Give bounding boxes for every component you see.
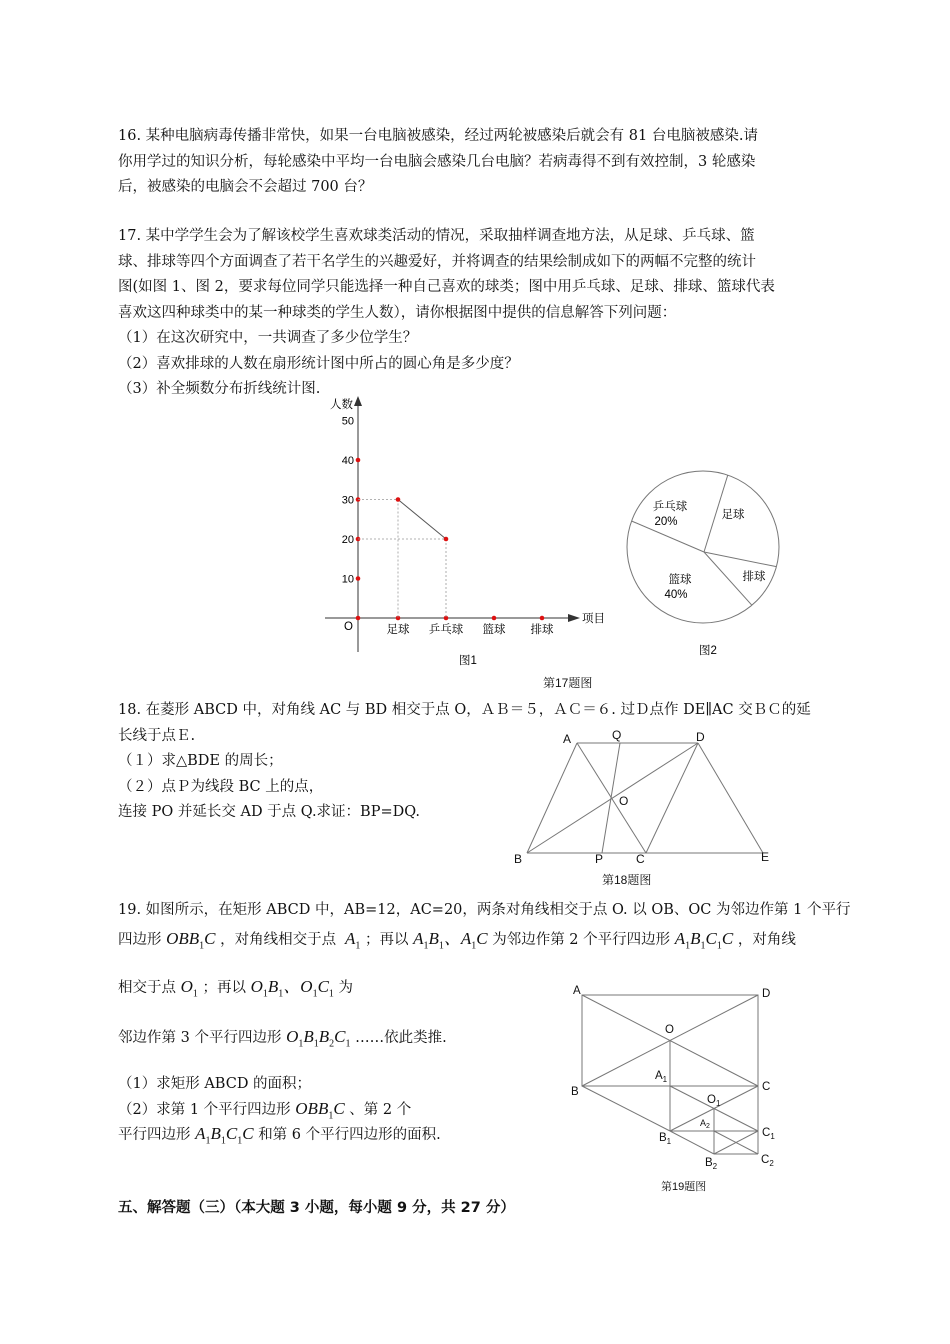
q19-sub-1: （1）求矩形 ABCD 的面积；: [118, 1076, 312, 1092]
chart1-title: 图1: [459, 655, 477, 667]
y-tick-label: 10: [341, 573, 354, 586]
question-17: [118, 224, 840, 403]
q19-l3c: 为: [338, 980, 354, 996]
y-axis-arrow: [354, 396, 362, 406]
label-E: E: [761, 850, 770, 864]
label-P: P: [595, 852, 604, 866]
math-O1: $O_1$: [180, 977, 198, 1000]
q17-line-3: 图(如图 1、图 2，要求每位同学只能选择一种自己喜欢的球类；图中用乒乓球、足球、排球、篮球代表: [118, 279, 775, 295]
series-line: [398, 500, 446, 540]
label19-C2: $C_2$: [761, 1154, 774, 1168]
label19-A: A: [573, 985, 581, 997]
label19-B: B: [571, 1086, 579, 1098]
figure-18-rhombus: [505, 725, 795, 890]
figure-19-caption: 第19题图: [661, 1181, 707, 1193]
figure-18-caption: 第18题图: [602, 873, 652, 887]
q18-sub-1: （１）求△BDE 的周长；: [118, 753, 283, 769]
pie-label: 足球: [721, 509, 745, 521]
label19-D: D: [762, 988, 771, 1000]
q16-line-3: 后，被感染的电脑会不会超过 700 台？: [118, 179, 373, 195]
label19-O: O: [665, 1024, 674, 1036]
q18-sub-3: 连接 PO 并延长交 AD 于点 Q.求证：BP=DQ.: [118, 804, 421, 820]
label19-B1: $B_1$: [659, 1132, 672, 1146]
q16-line-1: 16. 某种电脑病毒传播非常快，如果一台电脑被感染，经过两轮被感染后就会有 81 台电脑被感染.请: [118, 128, 758, 144]
figure-2-pie-chart: [620, 470, 800, 665]
chart1-layer: [325, 396, 605, 667]
q16-line-2: 你用学过的知识分析，每轮感染中平均一台电脑会感染几台电脑？若病毒得不到有效控制，3 轮感染: [118, 153, 756, 170]
origin-dot: [356, 616, 361, 621]
math-A1B1C1C: $A_1B_1C_1C$: [674, 929, 734, 952]
pie-label: 篮球: [668, 574, 692, 586]
x-tick-label: 乒乓球: [428, 624, 464, 636]
math-A1: $A_1$: [340, 929, 361, 952]
x-tick-dot: [492, 616, 497, 621]
pie-outline: [627, 471, 779, 623]
math-A1B1C1C-2: $A_1B_1C_1C$: [195, 1124, 254, 1147]
q19-l2e: ，对角线: [737, 932, 796, 948]
x-tick-label: 排球: [530, 624, 554, 636]
x-axis-arrow: [568, 614, 580, 622]
y-tick-label: 40: [341, 455, 354, 467]
pie-label: 乒乓球: [652, 501, 688, 513]
data-point: [444, 537, 449, 542]
q17-sub-3: （3）补全频数分布折线统计图.: [118, 381, 321, 397]
label19-A1: $A_1$: [655, 1070, 668, 1084]
q19-l4a: 邻边作第 3 个平行四边形: [118, 1030, 282, 1046]
segment-PQ: [602, 743, 620, 853]
math-O1B1-O1C1: $O_1B_1$、$O_1C_1$: [250, 977, 334, 1000]
origin-label: O: [344, 621, 353, 633]
q19-s3a: 平行四边形: [118, 1127, 191, 1143]
figure-19-rectangle: [565, 980, 815, 1175]
label19-A2: $A_2$: [700, 1118, 710, 1130]
pie-value-label: 40%: [664, 589, 688, 601]
x-tick-dot: [540, 616, 545, 621]
figure-1-line-chart: [320, 392, 620, 677]
seg-B-B1: [582, 1086, 670, 1131]
y-tick-dot: [356, 458, 361, 463]
q19-s2b: 、第 2 个: [349, 1102, 412, 1118]
q17-line-4: 喜欢这四种球类中的某一种球类的学生人数），请你根据图中提供的信息解答下列问题：: [118, 304, 677, 321]
q17-sub-1: （1）在这次研究中，一共调查了多少位学生？: [118, 330, 418, 346]
x-tick-label: 足球: [386, 624, 410, 636]
q19-l4b: ……依此类推.: [355, 1030, 447, 1046]
label-B: B: [514, 852, 523, 866]
y-tick-label: 20: [341, 534, 354, 546]
math-O1B1B2C1: $O_1B_1B_2C_1$: [286, 1027, 351, 1050]
label-D: D: [696, 730, 705, 744]
q18-line-1: 18. 在菱形 ABCD 中，对角线 AC 与 BD 相交于点 O，ＡＢ＝５，ＡＣ＝６. 过Ｄ点作 DE∥AC 交ＢＣ的延: [118, 702, 811, 718]
math-A1B1-A1C: $A_1B_1$、$A_1C$: [413, 929, 488, 952]
q19-l3b: ；再以: [202, 980, 246, 996]
q19-line-2: [118, 926, 840, 959]
figure-17-caption: 第17题图: [543, 676, 593, 690]
q19-l2c: ；再以: [364, 932, 409, 948]
q18-sub-2: （２）点Ｐ为线段 BC 上的点，: [118, 778, 324, 795]
label19-O1: $O_1$: [707, 1094, 721, 1108]
y-tick-dot: [356, 576, 361, 581]
y-tick-label: 30: [341, 494, 354, 507]
q17-line-1: 17. 某中学学生会为了解该校学生喜欢球类活动的情况，采取抽样调查地方法，从足球、乒乓球、篮: [118, 228, 755, 244]
q19-s2a: （2）求第 1 个平行四边形: [118, 1102, 291, 1118]
label19-B2: $B_2$: [705, 1157, 718, 1171]
math-OBB1C-2: $OBB_1C$: [295, 1099, 345, 1122]
label-A: A: [563, 732, 572, 746]
q17-sub-2: （2）喜欢排球的人数在扇形统计图中所占的圆心角是多少度？: [118, 355, 519, 372]
y-axis-label: 人数: [330, 399, 353, 411]
q19-l2d: 为邻边作第 2 个平行四边形: [492, 932, 671, 948]
y-tick-label: 50: [341, 415, 354, 428]
seg-B1-B2: [670, 1131, 714, 1154]
chart2-layer: [627, 471, 779, 657]
q19-l3a: 相交于点: [118, 980, 176, 996]
question-16: [118, 124, 840, 201]
pie-label: 排球: [742, 571, 766, 583]
x-tick-label: 篮球: [482, 624, 506, 636]
q19-s3b: 和第 6 个平行四边形的面积.: [258, 1127, 441, 1143]
q19-l2a: 四边形: [118, 932, 162, 948]
chart2-title: 图2: [699, 645, 717, 657]
q19-l2b: ，对角线相交于点: [220, 932, 337, 948]
q17-line-2: 球、排球等四个方面调查了若干名学生的兴趣爱好，并将调查的结果绘制成如下的两幅不完整的统计: [118, 253, 756, 270]
label-Q: Q: [612, 728, 622, 742]
math-OBB1C: $OBB_1C$: [166, 929, 216, 952]
section-5-heading: 五、解答题（三）（本大题 3 小题，每小题 9 分，共 27 分）: [118, 1200, 515, 1216]
x-axis-label: 项目: [582, 613, 605, 625]
label-C: C: [636, 852, 645, 866]
label-O: O: [619, 794, 629, 808]
label19-C: C: [762, 1081, 771, 1093]
q19-line-1: 19. 如图所示，在矩形 ABCD 中，AB=12，AC=20，两条对角线相交于点 O. 以 OB、OC 为邻边作第 1 个平行: [118, 902, 851, 918]
pie-value-label: 20%: [654, 516, 678, 528]
label19-C1: $C_1$: [762, 1127, 775, 1141]
data-point: [396, 497, 401, 502]
segment-DE: [698, 743, 763, 853]
q18-line-2: 长线于点Ｅ.: [118, 727, 196, 744]
